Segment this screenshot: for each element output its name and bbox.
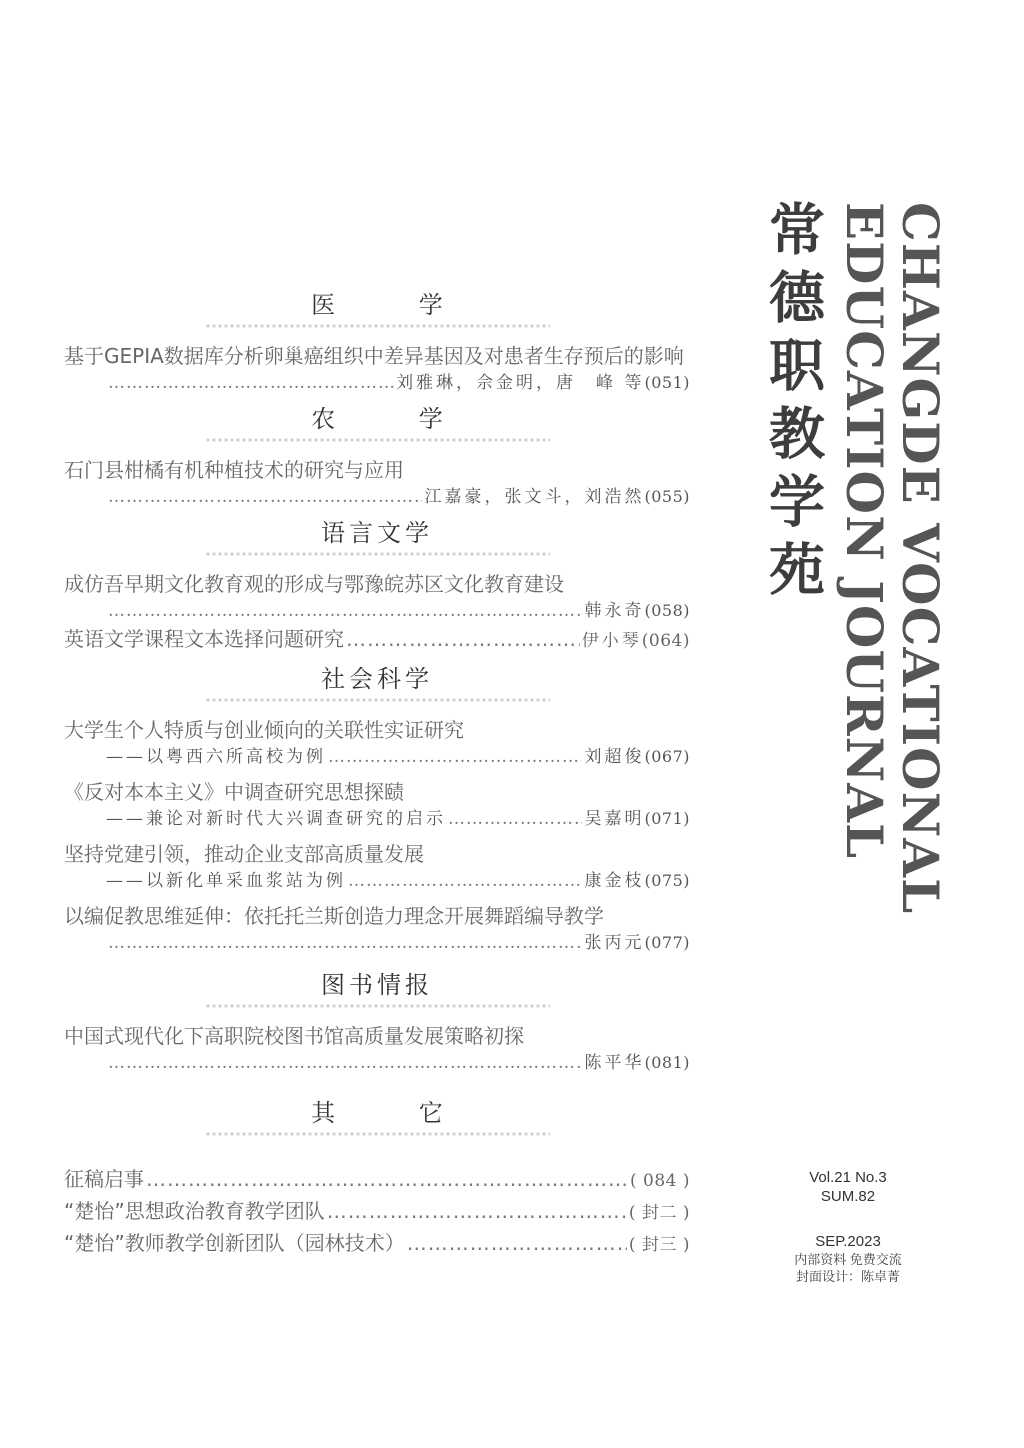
article-item[interactable] — [64, 716, 690, 770]
article-item[interactable] — [64, 778, 690, 832]
journal-name-cn: 常德职教学苑 — [760, 200, 825, 608]
article-author: 伊小琴 — [581, 631, 642, 651]
article-author: 刘雅琳，佘金明，唐 峰 等 — [396, 373, 645, 393]
section-title-literature: 语言文学 — [321, 519, 433, 547]
leader-dots — [108, 930, 582, 956]
article-byline — [106, 868, 690, 894]
leader-dots — [448, 806, 582, 832]
article-byline — [106, 1050, 690, 1076]
section-divider — [205, 322, 550, 330]
article-byline — [106, 484, 690, 510]
leader-dots — [328, 744, 582, 770]
leader-dots — [407, 1228, 627, 1258]
article-page: (051) — [644, 373, 690, 392]
journal-name-en-line2: EDUCATION JOURNAL — [835, 202, 894, 860]
article-page: (077) — [644, 933, 690, 952]
section-divider — [205, 436, 550, 444]
section-divider — [205, 696, 550, 704]
article-page: (064) — [641, 631, 690, 651]
article-item[interactable] — [64, 342, 690, 396]
article-author: 陈平华 — [584, 1053, 645, 1073]
article-byline — [106, 744, 690, 770]
section-divider — [205, 550, 550, 558]
article-item[interactable] — [64, 1022, 690, 1076]
article-author: 刘超俊 — [584, 747, 645, 767]
article-title: 基于GEPIA数据库分析卵巢癌组织中差异基因及对患者生存预后的影响 — [64, 344, 684, 368]
article-title: 中国式现代化下高职院校图书馆高质量发展策略初探 — [64, 1024, 524, 1048]
leader-dots — [108, 1050, 582, 1076]
issue-date-block — [780, 1232, 916, 1285]
leader-dots — [348, 868, 582, 894]
issue-sum: SUM.82 — [820, 1188, 876, 1205]
article-title: 成仿吾早期文化教育观的形成与鄂豫皖苏区文化教育建设 — [64, 572, 564, 596]
article-page: (055) — [644, 487, 690, 506]
section-title-library: 图书情报 — [321, 971, 433, 999]
article-subtitle: ——以新化单采血浆站为例 — [106, 871, 346, 891]
issue-date: SEP.2023 — [815, 1233, 881, 1250]
article-page: (058) — [644, 601, 690, 620]
article-page: (075) — [644, 871, 690, 890]
issue-note: 内部资料 免费交流 — [794, 1252, 902, 1267]
article-subtitle: ——以粤西六所高校为例 — [106, 747, 326, 767]
issue-volume: Vol.21 No.3 — [809, 1169, 887, 1186]
article-byline — [106, 930, 690, 956]
article-page: (071) — [644, 809, 690, 828]
article-title: 以编促教思维延伸：依托托兰斯创造力理念开展舞蹈编导教学 — [64, 904, 604, 928]
article-page: (081) — [644, 1053, 690, 1072]
article-byline — [106, 806, 690, 832]
article-title: 征稿启事 — [64, 1167, 144, 1191]
leader-dots — [108, 370, 394, 396]
leader-dots — [146, 1164, 628, 1194]
section-title-agriculture: 农 学 — [311, 405, 481, 433]
article-page: ( 084 ) — [629, 1171, 690, 1191]
article-title: “楚怡”教师教学创新团队（园林技术） — [64, 1231, 405, 1255]
table-of-contents — [64, 290, 690, 1260]
article-title: “楚怡”思想政治教育教学团队 — [64, 1199, 325, 1223]
article-author: 韩永奇 — [584, 601, 645, 621]
article-title: 英语文学课程文本选择问题研究 — [64, 627, 344, 651]
article-title: 大学生个人特质与创业倾向的关联性实证研究 — [64, 718, 464, 742]
article-item[interactable] — [64, 1228, 690, 1260]
section-divider — [205, 1130, 550, 1138]
leader-dots — [108, 598, 582, 624]
article-item[interactable] — [64, 1164, 690, 1196]
leader-dots — [108, 484, 422, 510]
article-item[interactable] — [64, 570, 690, 624]
section-title-other: 其 它 — [311, 1099, 481, 1127]
article-author: 康金枝 — [584, 871, 645, 891]
article-item[interactable] — [64, 902, 690, 956]
article-author: 吴嘉明 — [584, 809, 645, 829]
issue-volume-block — [780, 1168, 916, 1206]
section-divider — [205, 1002, 550, 1010]
article-title: 《反对本本主义》中调查研究思想探赜 — [64, 780, 404, 804]
article-subtitle: ——兼论对新时代大兴调查研究的启示 — [106, 809, 446, 829]
article-byline — [106, 370, 690, 396]
section-title-medicine: 医 学 — [311, 291, 481, 319]
article-item[interactable] — [64, 1196, 690, 1228]
article-item[interactable] — [64, 624, 690, 656]
article-item[interactable] — [64, 456, 690, 510]
article-page: ( 封三 ) — [628, 1235, 690, 1255]
leader-dots — [327, 1196, 627, 1226]
section-title-social: 社会科学 — [321, 665, 433, 693]
article-author: 江嘉豪，张文斗，刘浩然 — [424, 487, 645, 507]
article-title: 石门县柑橘有机种植技术的研究与应用 — [64, 458, 404, 482]
leader-dots — [346, 624, 580, 654]
article-byline — [106, 598, 690, 624]
article-title: 坚持党建引领，推动企业支部高质量发展 — [64, 842, 424, 866]
article-page: (067) — [644, 747, 690, 766]
article-page: ( 封二 ) — [628, 1203, 690, 1223]
article-item[interactable] — [64, 840, 690, 894]
article-author: 张丙元 — [584, 933, 645, 953]
journal-name-en-line1: CHANGDE VOCATIONAL — [891, 202, 950, 915]
cover-design: 封面设计：陈卓菁 — [795, 1269, 900, 1284]
